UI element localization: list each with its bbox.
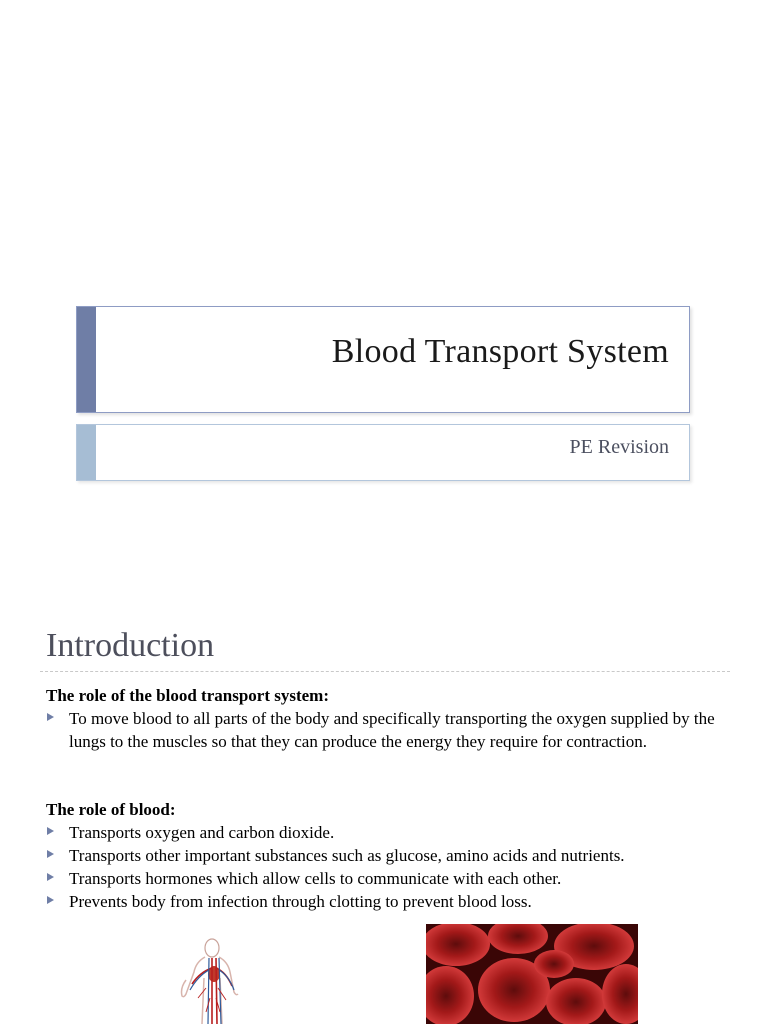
circulatory-system-image — [172, 938, 252, 1024]
title-accent-bar — [77, 307, 96, 412]
list-item: Transports oxygen and carbon dioxide. — [46, 821, 726, 844]
bullet-arrow-icon — [47, 896, 54, 904]
list-item: Prevents body from infection through clotting to prevent blood loss. — [46, 890, 726, 913]
subtitle-placeholder — [76, 424, 690, 481]
list-item: Transports other important substances such as glucose, amino acids and nutrients. — [46, 844, 726, 867]
slide-title: Blood Transport System — [331, 333, 669, 370]
slide-subtitle: PE Revision — [569, 436, 669, 458]
heading-divider — [40, 671, 730, 672]
section-label-role-of-blood: The role of blood: — [46, 800, 176, 819]
bullet-arrow-icon — [47, 850, 54, 858]
bullet-arrow-icon — [47, 713, 54, 721]
subtitle-accent-bar — [77, 425, 96, 480]
bullet-list-role-of-blood — [46, 821, 726, 913]
bullet-arrow-icon — [47, 873, 54, 881]
bullet-arrow-icon — [47, 827, 54, 835]
bullet-list-transport-system — [46, 707, 726, 753]
intro-heading: Introduction — [46, 627, 215, 664]
list-item: To move blood to all parts of the body and specifically transporting the oxygen supplied by the lungs to the muscles so that they can produce the energy they require for contraction. — [46, 707, 726, 753]
section-label-transport-system: The role of the blood transport system: — [46, 686, 329, 705]
title-placeholder — [76, 306, 690, 413]
list-item: Transports hormones which allow cells to communicate with each other. — [46, 867, 726, 890]
red-blood-cells-image — [426, 924, 638, 1024]
